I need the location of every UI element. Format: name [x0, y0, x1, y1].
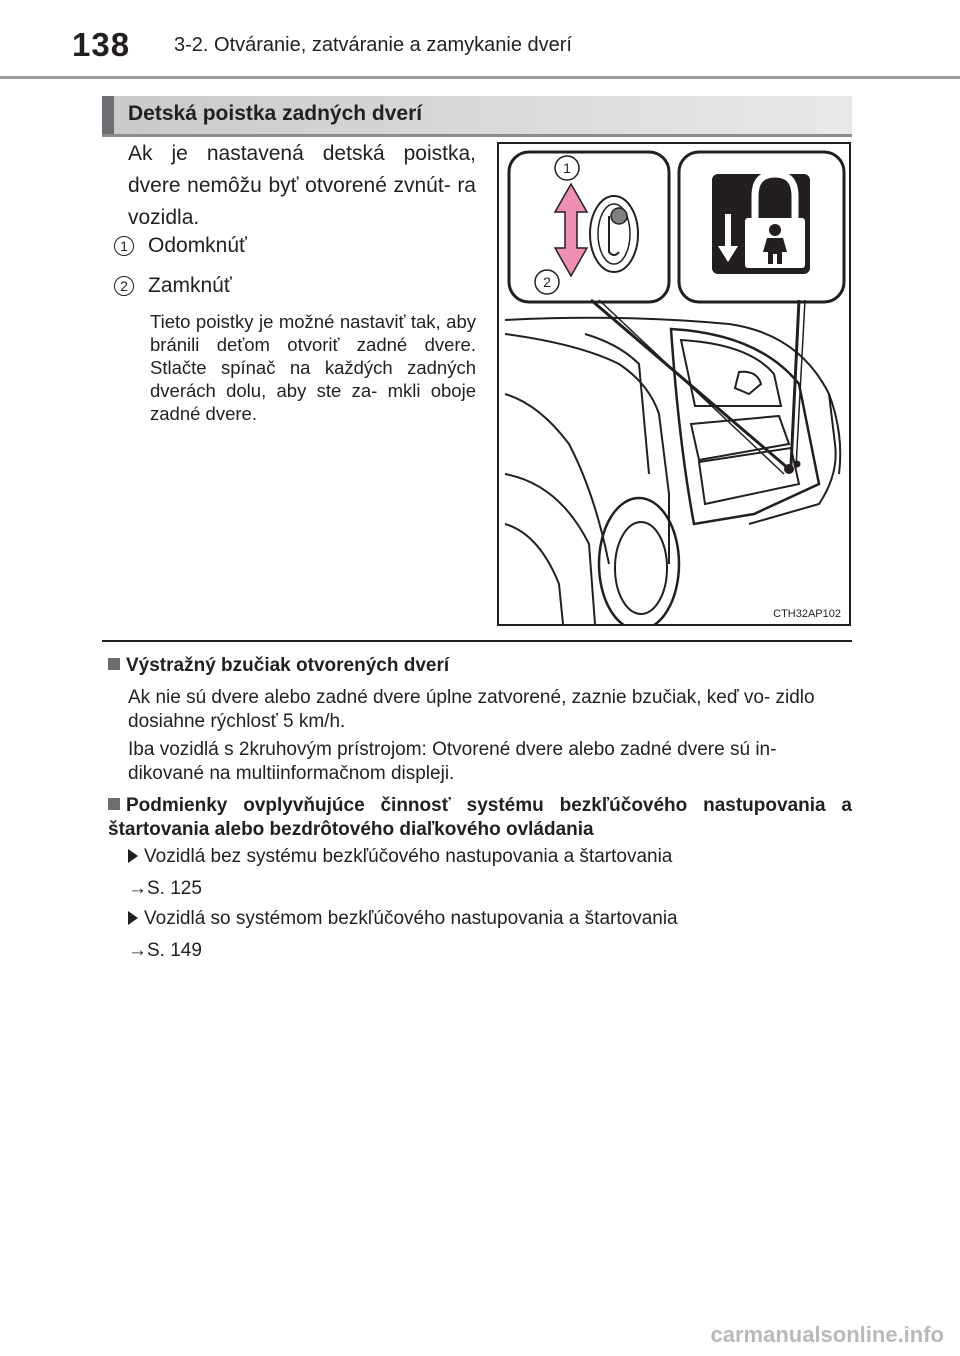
header-divider — [0, 76, 960, 79]
section-divider — [102, 640, 852, 642]
child-padlock-icon — [679, 152, 844, 302]
leader-lines — [591, 300, 805, 474]
page-reference-link[interactable]: →S. 125 — [128, 878, 202, 899]
topic-heading-text: Podmienky ovplyvňujúce činnosť systému bezkľúčového nastupovania a štartovania alebo bezdrôtového diaľkového ovládania — [108, 795, 852, 840]
sub-item — [128, 908, 678, 930]
section-title-bar — [102, 96, 852, 137]
topic-heading — [108, 654, 852, 678]
list-item — [114, 274, 232, 298]
figure-code: CTH32AP102 — [773, 608, 841, 620]
chapter-title: 3-2. Otváranie, zatváranie a zamykanie dverí — [174, 34, 572, 56]
sub-item-label: Vozidlá bez systému bezkľúčového nastupovania a štartovania — [144, 846, 673, 867]
car-rear-door-icon — [505, 318, 840, 624]
child-lock-switch-icon — [509, 152, 669, 302]
page-number: 138 — [72, 26, 131, 63]
square-bullet-icon — [108, 798, 120, 810]
item-number: 1 — [114, 236, 134, 256]
note-text: Tieto poistky je možné nastaviť tak, aby bránili deťom otvoriť zadné dvere. Stlačte spínač na každých zadných dverách dolu, aby ste za- mkli oboje zadné dvere. — [150, 311, 476, 424]
item-label: Zamknúť — [148, 274, 232, 297]
paragraph: Ak nie sú dvere alebo zadné dvere úplne zatvorené, zaznie bzučiak, keď vo- zidlo dosiahne rýchlosť 5 km/h. — [128, 687, 815, 732]
section-accent — [102, 96, 114, 134]
callout-2: 2 — [543, 274, 551, 290]
sub-item — [128, 846, 672, 868]
callout-1: 1 — [563, 160, 571, 176]
list-item — [114, 234, 247, 258]
watermark: carmanualsonline.info — [710, 1322, 944, 1347]
topic-heading-text: Výstražný bzučiak otvorených dverí — [126, 655, 450, 676]
item-label: Odomknúť — [148, 234, 247, 257]
square-bullet-icon — [108, 658, 120, 670]
intro-text: Ak je nastavená detská poistka, dvere nemôžu byť otvorené zvnút- ra vozidla. — [128, 142, 476, 229]
page-reference-link[interactable]: →S. 149 — [128, 940, 202, 961]
paragraph: Iba vozidlá s 2kruhovým prístrojom: Otvorené dvere alebo zadné dvere sú in- dikované na multiinformačnom displeji. — [128, 739, 777, 784]
figure — [497, 142, 851, 626]
section-title: Detská poistka zadných dverí — [128, 102, 423, 125]
topic-heading — [108, 794, 852, 842]
figure-illustration — [499, 144, 849, 624]
sub-item-label: Vozidlá so systémom bezkľúčového nastupovania a štartovania — [144, 908, 678, 929]
item-number: 2 — [114, 276, 134, 296]
triangle-bullet-icon — [128, 849, 138, 863]
triangle-bullet-icon — [128, 911, 138, 925]
